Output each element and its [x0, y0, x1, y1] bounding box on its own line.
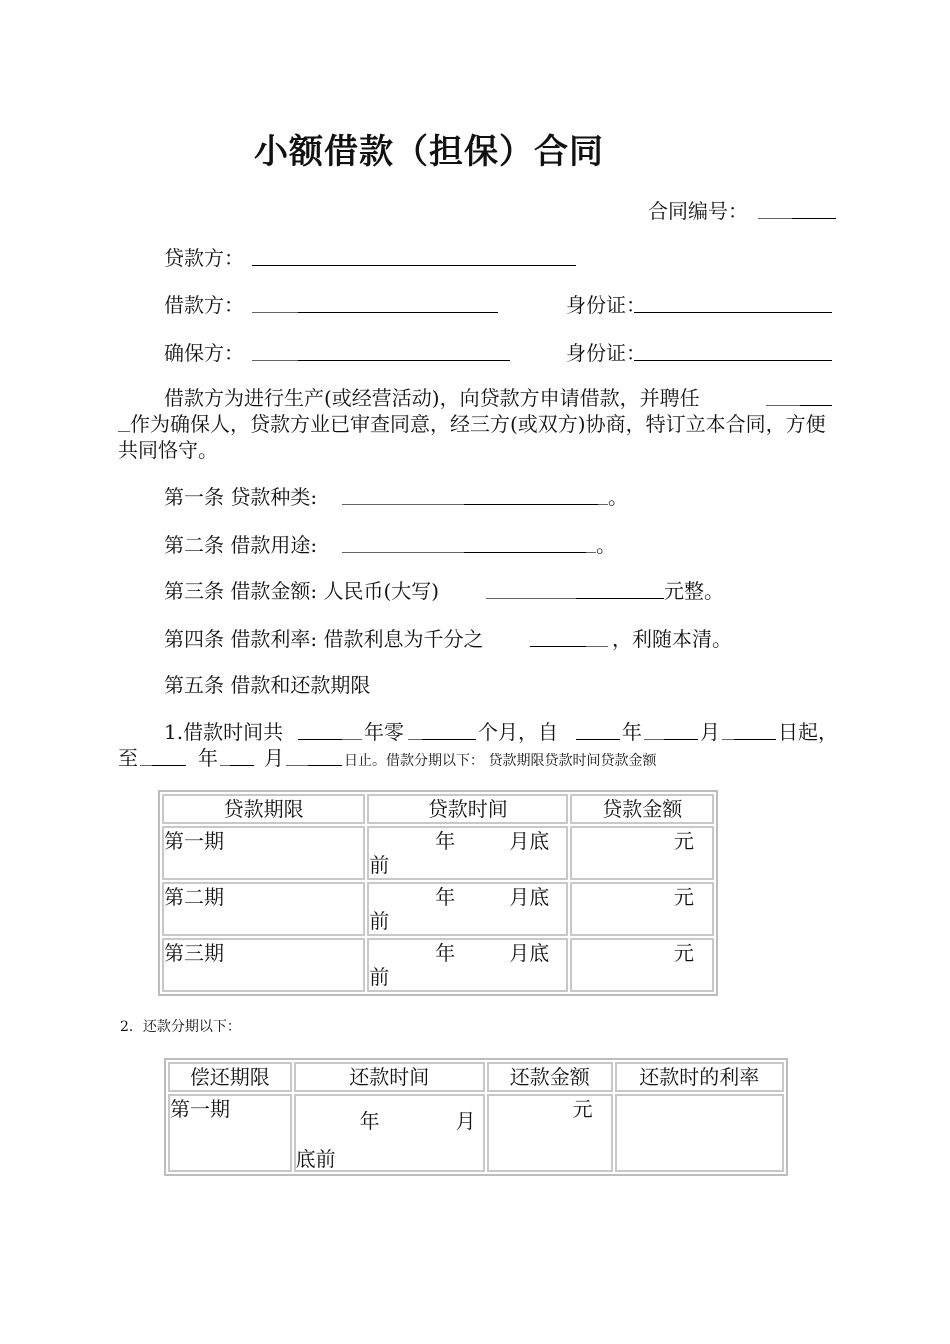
table-row	[168, 1094, 784, 1172]
repay-row-1-amount[interactable]	[487, 1094, 613, 1172]
interest-field-a[interactable]	[530, 624, 586, 647]
borrower-field-b[interactable]	[298, 290, 498, 313]
document-title: 小额借款（担保）合同	[254, 132, 604, 172]
article-4-label: 第四条 借款利率: 借款利息为千分之	[164, 627, 484, 651]
loan-row-3-period: 第三期	[162, 938, 365, 992]
repay-row-1-month: 月	[455, 1109, 476, 1133]
loan-row-1-month: 月底	[509, 829, 550, 853]
repay-table-header-amount: 还款金额	[487, 1062, 613, 1092]
guarantor-id-label: 身份证：	[566, 341, 646, 365]
end-month-field-a[interactable]	[220, 743, 230, 766]
loan-schedule-table	[158, 790, 718, 996]
article-1-label: 第一条 贷款种类:	[164, 485, 318, 509]
article-2-label: 第二条 借款用途:	[164, 533, 318, 557]
article-2-end: 。	[596, 533, 616, 557]
guarantor-name-field-a[interactable]	[766, 383, 800, 406]
period-text-i: 月	[264, 746, 284, 770]
contract-number-label: 合同编号：	[648, 199, 748, 223]
contract-number-field-b[interactable]	[792, 196, 836, 219]
period-text-c: 个月，自	[478, 720, 558, 744]
article-4-tail: ，利随本清。	[612, 627, 732, 651]
amount-field-a[interactable]	[486, 576, 576, 599]
period-text-e: 月	[700, 720, 720, 744]
period-text-b: 年零	[364, 720, 404, 744]
amount-field-b[interactable]	[576, 576, 664, 599]
loan-row-2-month: 月底	[509, 885, 550, 909]
loan-row-3-time[interactable]	[367, 938, 568, 992]
period-text-j: 日止。借款分期以下： 贷款期限贷款时间贷款金额	[344, 753, 657, 769]
start-year-field[interactable]	[576, 717, 620, 740]
loan-row-2-period: 第二期	[162, 882, 365, 936]
loan-row-3-month: 月底	[509, 941, 550, 965]
loan-row-1-amount[interactable]	[570, 826, 714, 880]
contract-number-field-a[interactable]	[758, 196, 792, 219]
loan-row-1-unit: 元	[674, 829, 694, 853]
loan-row-2-unit: 元	[674, 885, 694, 909]
period-text-g: 至	[118, 746, 138, 770]
period-months-field-b[interactable]	[422, 717, 476, 740]
borrower-id-label: 身份证：	[566, 293, 646, 317]
loan-row-2-amount[interactable]	[570, 882, 714, 936]
loan-row-1-period: 第一期	[162, 826, 365, 880]
table-row	[162, 882, 714, 936]
loan-table-header-row	[162, 794, 714, 824]
loan-row-2-time[interactable]	[367, 882, 568, 936]
loan-table-header-amount: 贷款金额	[570, 794, 714, 824]
repay-row-1-time[interactable]	[294, 1094, 485, 1172]
loan-row-3-year: 年	[435, 941, 456, 965]
period-text-a: 1.借款时间共	[164, 720, 284, 744]
interest-field-b[interactable]	[586, 624, 608, 647]
loan-type-field-b[interactable]	[464, 482, 598, 505]
start-month-field-a[interactable]	[644, 717, 664, 740]
loan-row-2-before: 前	[369, 909, 390, 933]
repay-row-1-unit: 元	[572, 1097, 593, 1121]
start-day-field-a[interactable]	[722, 717, 734, 740]
loan-row-1-before: 前	[369, 853, 390, 877]
article-3-label: 第三条 借款金额: 人民币(大写)	[164, 579, 440, 603]
repayment-label: 2．还款分期以下：	[120, 1019, 241, 1035]
purpose-field-c[interactable]	[586, 530, 596, 553]
lender-label: 贷款方：	[164, 246, 244, 270]
repay-table-header-time: 还款时间	[294, 1062, 485, 1092]
repay-row-1-period: 第一期	[168, 1094, 292, 1172]
loan-row-1-year: 年	[435, 829, 456, 853]
loan-row-1-time[interactable]	[367, 826, 568, 880]
article-3-unit: 元整。	[664, 579, 724, 603]
loan-row-3-amount[interactable]	[570, 938, 714, 992]
end-day-field-a[interactable]	[286, 743, 308, 766]
article-5-label: 第五条 借款和还款期限	[164, 673, 371, 697]
borrower-field-a[interactable]	[252, 290, 298, 313]
loan-row-3-unit: 元	[674, 941, 694, 965]
repayment-schedule-table	[164, 1058, 788, 1176]
repay-row-1-before: 底前	[295, 1147, 336, 1171]
repay-table-header-period: 偿还期限	[168, 1062, 292, 1092]
loan-type-field-c[interactable]	[598, 482, 608, 505]
guarantor-id-field[interactable]	[634, 338, 832, 361]
repay-table-header-row	[168, 1062, 784, 1092]
loan-type-field-a[interactable]	[342, 482, 464, 505]
end-month-field-b[interactable]	[230, 743, 254, 766]
lender-field[interactable]	[252, 243, 576, 266]
borrower-label: 借款方：	[164, 293, 244, 317]
guarantor-field-b[interactable]	[298, 338, 510, 361]
repay-row-1-year: 年	[359, 1109, 380, 1133]
period-months-field-a[interactable]	[408, 717, 422, 740]
period-years-field-a[interactable]	[298, 717, 342, 740]
period-years-field-b[interactable]	[342, 717, 362, 740]
intro-line1: 借款方为进行生产(或经营活动)，向贷款方申请借款，并聘任	[164, 386, 700, 410]
end-day-field-b[interactable]	[308, 743, 342, 766]
table-row	[162, 938, 714, 992]
loan-table-header-time: 贷款时间	[367, 794, 568, 824]
end-year-field-a[interactable]	[140, 743, 152, 766]
intro-line2: 作为确保人，贷款方业已审查同意，经三方(或双方)协商，特订立本合同，方便共同恪守。	[118, 412, 826, 462]
purpose-field-b[interactable]	[464, 530, 586, 553]
repay-row-1-rate[interactable]	[615, 1094, 784, 1172]
borrower-id-field[interactable]	[634, 290, 832, 313]
end-year-field-b[interactable]	[152, 743, 186, 766]
repay-table-header-rate: 还款时的利率	[615, 1062, 784, 1092]
period-text-d: 年	[622, 720, 642, 744]
guarantor-field-a[interactable]	[252, 338, 298, 361]
guarantor-label: 确保方：	[164, 341, 244, 365]
loan-row-2-year: 年	[435, 885, 456, 909]
period-text-f: 日起，	[778, 720, 838, 744]
table-row	[162, 826, 714, 880]
loan-row-3-before: 前	[369, 965, 390, 989]
guarantor-name-field-b[interactable]	[800, 383, 832, 406]
start-month-field-b[interactable]	[664, 717, 698, 740]
loan-table-header-period: 贷款期限	[162, 794, 365, 824]
purpose-field-a[interactable]	[342, 530, 464, 553]
period-text-h: 年	[198, 746, 218, 770]
article-1-end: 。	[608, 485, 628, 509]
start-day-field-b[interactable]	[734, 717, 776, 740]
